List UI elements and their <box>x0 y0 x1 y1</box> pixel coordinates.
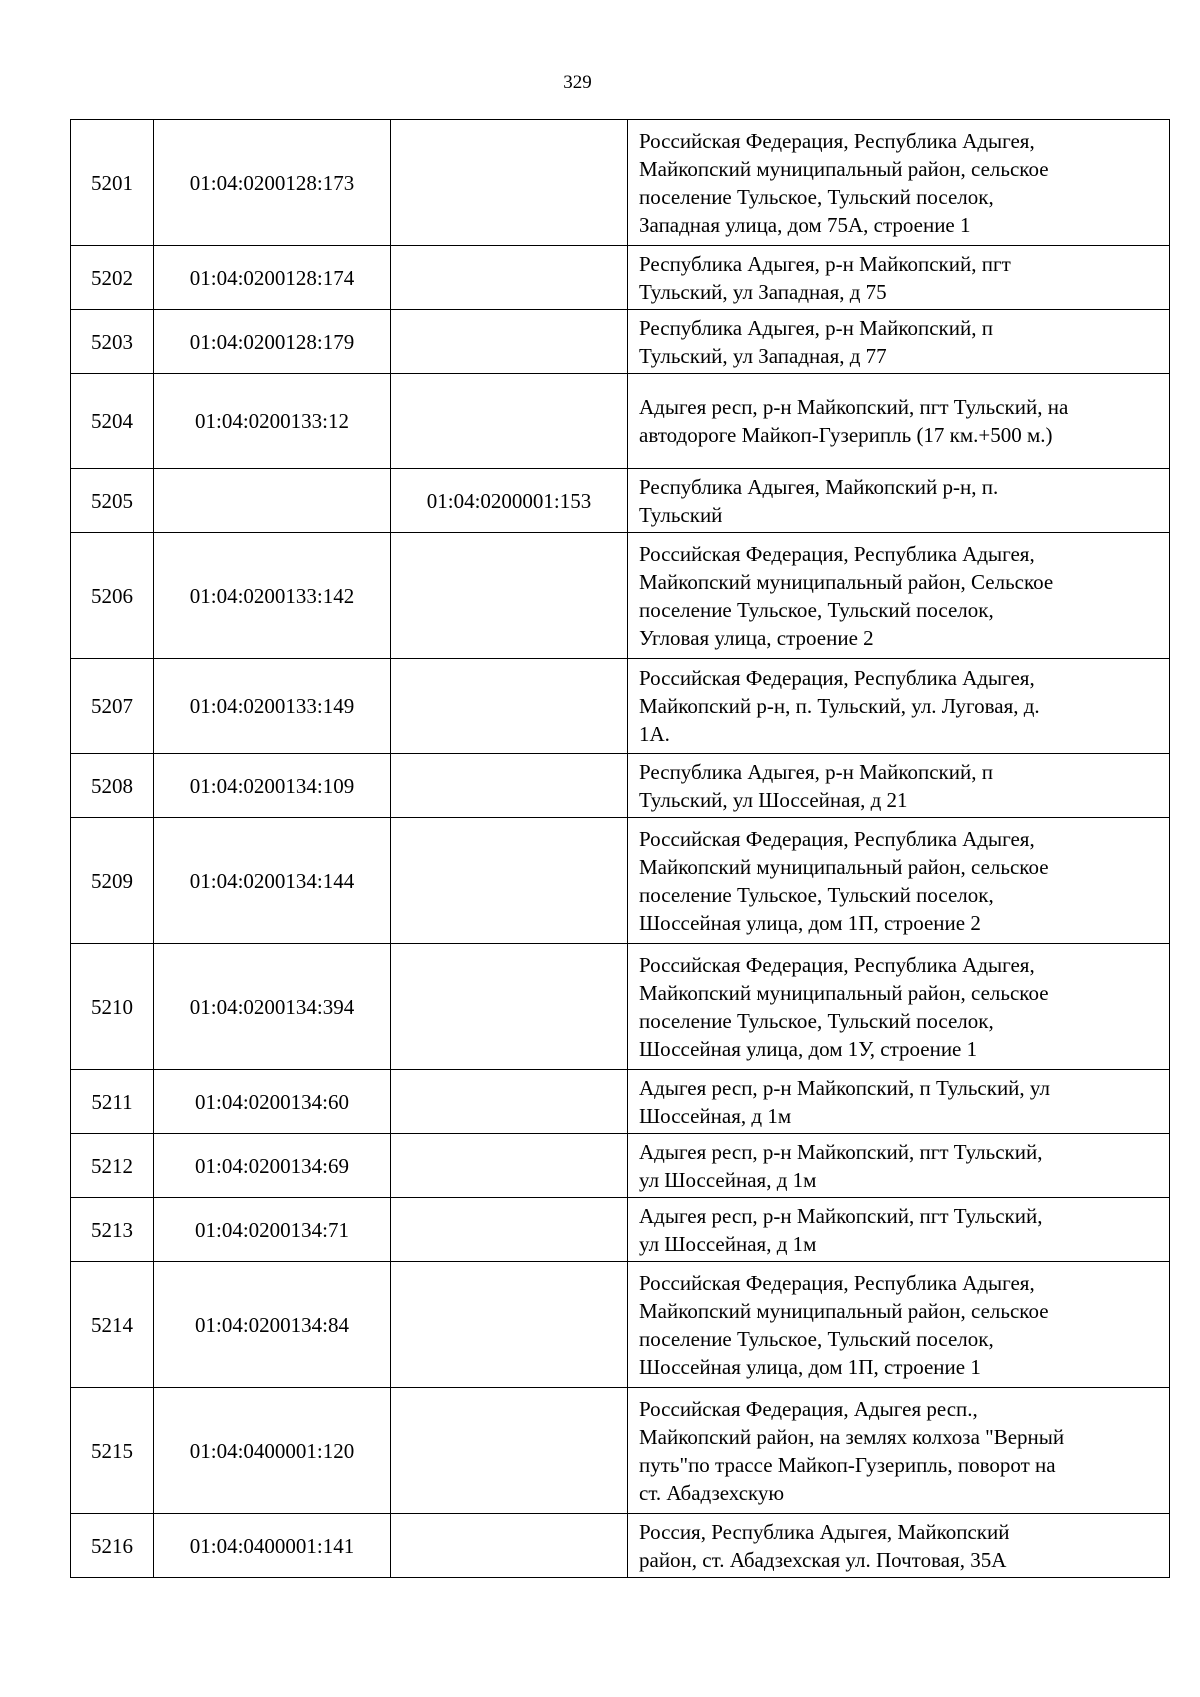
address: Российская Федерация, Республика Адыгея, Майкопский муниципальный район, сельское поселение Тульское, Тульский поселок, Шоссейная улица, дом 1П, строение 1 <box>628 1262 1170 1388</box>
table-row <box>71 1514 1170 1578</box>
parent-cadastral-number <box>391 659 628 754</box>
address: Российская Федерация, Адыгея респ., Майкопский район, на землях колхоза "Верный путь"по трассе Майкоп-Гузерипль, поворот на ст. Абадзехскую <box>628 1388 1170 1514</box>
cadastral-number: 01:04:0400001:141 <box>154 1514 391 1578</box>
row-number: 5212 <box>71 1134 154 1198</box>
row-number: 5207 <box>71 659 154 754</box>
row-number: 5206 <box>71 533 154 659</box>
parent-cadastral-number <box>391 944 628 1070</box>
row-number: 5204 <box>71 374 154 469</box>
parent-cadastral-number <box>391 533 628 659</box>
cadastral-number: 01:04:0200134:69 <box>154 1134 391 1198</box>
row-number: 5214 <box>71 1262 154 1388</box>
cadastral-number: 01:04:0400001:120 <box>154 1388 391 1514</box>
parent-cadastral-number <box>391 246 628 310</box>
parent-cadastral-number <box>391 1198 628 1262</box>
cadastral-number <box>154 469 391 533</box>
cadastral-number: 01:04:0200133:142 <box>154 533 391 659</box>
row-number: 5211 <box>71 1070 154 1134</box>
parent-cadastral-number <box>391 374 628 469</box>
table-row <box>71 1070 1170 1134</box>
table-row <box>71 469 1170 533</box>
row-number: 5203 <box>71 310 154 374</box>
row-number: 5209 <box>71 818 154 944</box>
row-number: 5213 <box>71 1198 154 1262</box>
parent-cadastral-number <box>391 1070 628 1134</box>
address: Российская Федерация, Республика Адыгея, Майкопский муниципальный район, Сельское поселение Тульское, Тульский поселок, Угловая улица, строение 2 <box>628 533 1170 659</box>
parent-cadastral-number <box>391 310 628 374</box>
cadastral-number: 01:04:0200133:12 <box>154 374 391 469</box>
table-row <box>71 310 1170 374</box>
address: Адыгея респ, р-н Майкопский, п Тульский, ул Шоссейная, д 1м <box>628 1070 1170 1134</box>
parent-cadastral-number <box>391 120 628 246</box>
parent-cadastral-number <box>391 1262 628 1388</box>
cadastral-number: 01:04:0200128:174 <box>154 246 391 310</box>
page-number: 329 <box>563 72 592 93</box>
table-row <box>71 246 1170 310</box>
address: Российская Федерация, Республика Адыгея, Майкопский р-н, п. Тульский, ул. Луговая, д. 1А. <box>628 659 1170 754</box>
address: Адыгея респ, р-н Майкопский, пгт Тульский, ул Шоссейная, д 1м <box>628 1198 1170 1262</box>
address: Адыгея респ, р-н Майкопский, пгт Тульский, ул Шоссейная, д 1м <box>628 1134 1170 1198</box>
address: Россия, Республика Адыгея, Майкопский район, ст. Абадзехская ул. Почтовая, 35А <box>628 1514 1170 1578</box>
table-row <box>71 374 1170 469</box>
cadastral-number: 01:04:0200134:60 <box>154 1070 391 1134</box>
table-row <box>71 1198 1170 1262</box>
address: Российская Федерация, Республика Адыгея, Майкопский муниципальный район, сельское поселение Тульское, Тульский поселок, Западная улица, дом 75А, строение 1 <box>628 120 1170 246</box>
table-row <box>71 533 1170 659</box>
parent-cadastral-number <box>391 818 628 944</box>
row-number: 5201 <box>71 120 154 246</box>
cadastral-number: 01:04:0200134:71 <box>154 1198 391 1262</box>
table-row <box>71 120 1170 246</box>
parent-cadastral-number <box>391 754 628 818</box>
row-number: 5216 <box>71 1514 154 1578</box>
table-row <box>71 1388 1170 1514</box>
cadastral-number: 01:04:0200128:179 <box>154 310 391 374</box>
address: Республика Адыгея, р-н Майкопский, п Тульский, ул Западная, д 77 <box>628 310 1170 374</box>
cadastral-number: 01:04:0200133:149 <box>154 659 391 754</box>
row-number: 5208 <box>71 754 154 818</box>
table-row <box>71 754 1170 818</box>
table-row <box>71 659 1170 754</box>
parent-cadastral-number <box>391 1388 628 1514</box>
cadastral-number: 01:04:0200134:144 <box>154 818 391 944</box>
address: Республика Адыгея, Майкопский р-н, п. Тульский <box>628 469 1170 533</box>
address: Российская Федерация, Республика Адыгея, Майкопский муниципальный район, сельское поселение Тульское, Тульский поселок, Шоссейная улица, дом 1У, строение 1 <box>628 944 1170 1070</box>
row-number: 5210 <box>71 944 154 1070</box>
address: Адыгея респ, р-н Майкопский, пгт Тульский, на автодороге Майкоп-Гузерипль (17 км.+500 м.) <box>628 374 1170 469</box>
parent-cadastral-number <box>391 1514 628 1578</box>
cadastral-number: 01:04:0200134:109 <box>154 754 391 818</box>
address: Республика Адыгея, р-н Майкопский, пгт Тульский, ул Западная, д 75 <box>628 246 1170 310</box>
row-number: 5202 <box>71 246 154 310</box>
address: Республика Адыгея, р-н Майкопский, п Тульский, ул Шоссейная, д 21 <box>628 754 1170 818</box>
table-row <box>71 1262 1170 1388</box>
cadastral-number: 01:04:0200134:84 <box>154 1262 391 1388</box>
cadastral-number: 01:04:0200128:173 <box>154 120 391 246</box>
address: Российская Федерация, Республика Адыгея, Майкопский муниципальный район, сельское поселение Тульское, Тульский поселок, Шоссейная улица, дом 1П, строение 2 <box>628 818 1170 944</box>
table-row <box>71 1134 1170 1198</box>
row-number: 5205 <box>71 469 154 533</box>
parent-cadastral-number: 01:04:0200001:153 <box>391 469 628 533</box>
table-row <box>71 944 1170 1070</box>
table-row <box>71 818 1170 944</box>
cadastral-number: 01:04:0200134:394 <box>154 944 391 1070</box>
property-table <box>70 119 1170 1578</box>
parent-cadastral-number <box>391 1134 628 1198</box>
row-number: 5215 <box>71 1388 154 1514</box>
